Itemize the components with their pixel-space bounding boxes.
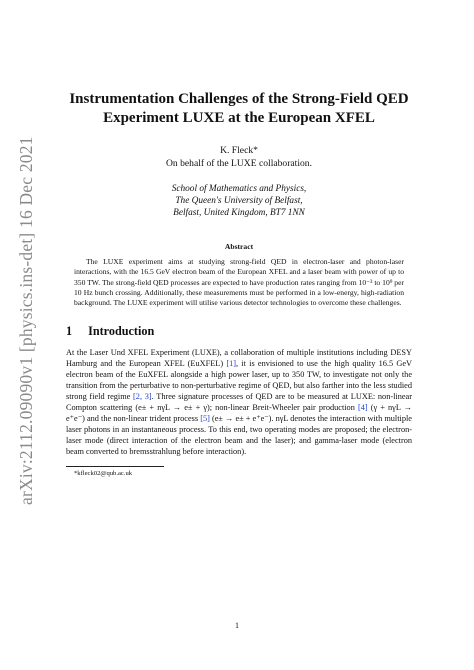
citation-link[interactable]: [4] [357, 403, 368, 413]
citation-link[interactable]: [5] [200, 413, 210, 423]
page-number: 1 [235, 621, 239, 630]
section-heading [66, 324, 412, 339]
paper-title [66, 90, 412, 128]
affiliation-line-3: Belfast, United Kingdom, BT7 1NN [173, 208, 305, 218]
citation-link[interactable]: [1] [226, 359, 237, 369]
affiliation-line-2: The Queen's University of Belfast, [175, 196, 303, 206]
body-text-1: At the Laser Und XFEL Experiment (LUXE), a collaboration of multiple institutions including DESY Hamburg and the European XFEL (EuXFEL) [66, 348, 412, 369]
body-text-5: (e± → e± + e⁺e⁻). nγL denotes the interaction with multiple laser photons in an instantaneous process. To this end, two operating modes are proposed; the electron-laser mode (direct interaction of the electron beam and the laser); and gamma-laser mode (electron beam converted to bremsstrahlung before interaction). [66, 413, 412, 456]
collaboration-note: On behalf of the LUXE collaboration. [166, 157, 312, 169]
affiliation [66, 183, 412, 219]
title-line-2: Experiment LUXE at the European XFEL [103, 110, 375, 126]
section-title: Introduction [88, 324, 155, 339]
body-text-2: , it is envisioned to use the high quality 16.5 GeV electron beam of the EuXFEL alongside a high power laser, up to 350 TW, to investigate not only the transition from the perturbative to non-perturbative regime of QED, but also farther into the less studied strong field regime [66, 359, 412, 402]
body-text-3: . Three signature processes of QED are to be measured at LUXE: non-linear Compton scattering (e± + nγL → e± + γ); non-linear Breit-Wheeler pair production [66, 392, 412, 413]
section-number: 1 [66, 324, 73, 339]
introduction-paragraph [66, 348, 412, 457]
abstract-text: The LUXE experiment aims at studying strong-field QED in electron-laser and photon-laser interactions, with the 16.5 GeV electron beam of the European XFEL and a laser beam with power of up to 350 TW. The strong-field QED processes are expected to have production rates ranging from 10⁻³ to 10⁹ per 10 Hz bunch crossing. Additionally, these measurements must be performed in a low-energy, high-radiation background. The LUXE experiment will utilise various detector technologies to overcome these challenges. [74, 257, 404, 308]
arxiv-identifier: arXiv:2112.09090v1 [physics.ins-det] 16 Dec 2021 [16, 136, 36, 505]
abstract-heading: Abstract [224, 242, 254, 251]
body-text-4: (γ + nγL → e⁺e⁻) and the non-linear trident process [66, 403, 412, 423]
footnote-divider [66, 466, 164, 467]
affiliation-line-1: School of Mathematics and Physics, [171, 184, 307, 194]
author-name: K. Fleck* [220, 145, 258, 156]
citation-link[interactable]: [2, 3] [133, 392, 152, 402]
author-block [66, 145, 412, 170]
paper-page [66, 90, 412, 478]
footnote: *kfleck02@qub.ac.uk [74, 469, 133, 477]
title-line-1: Instrumentation Challenges of the Strong-Field QED [69, 91, 409, 107]
